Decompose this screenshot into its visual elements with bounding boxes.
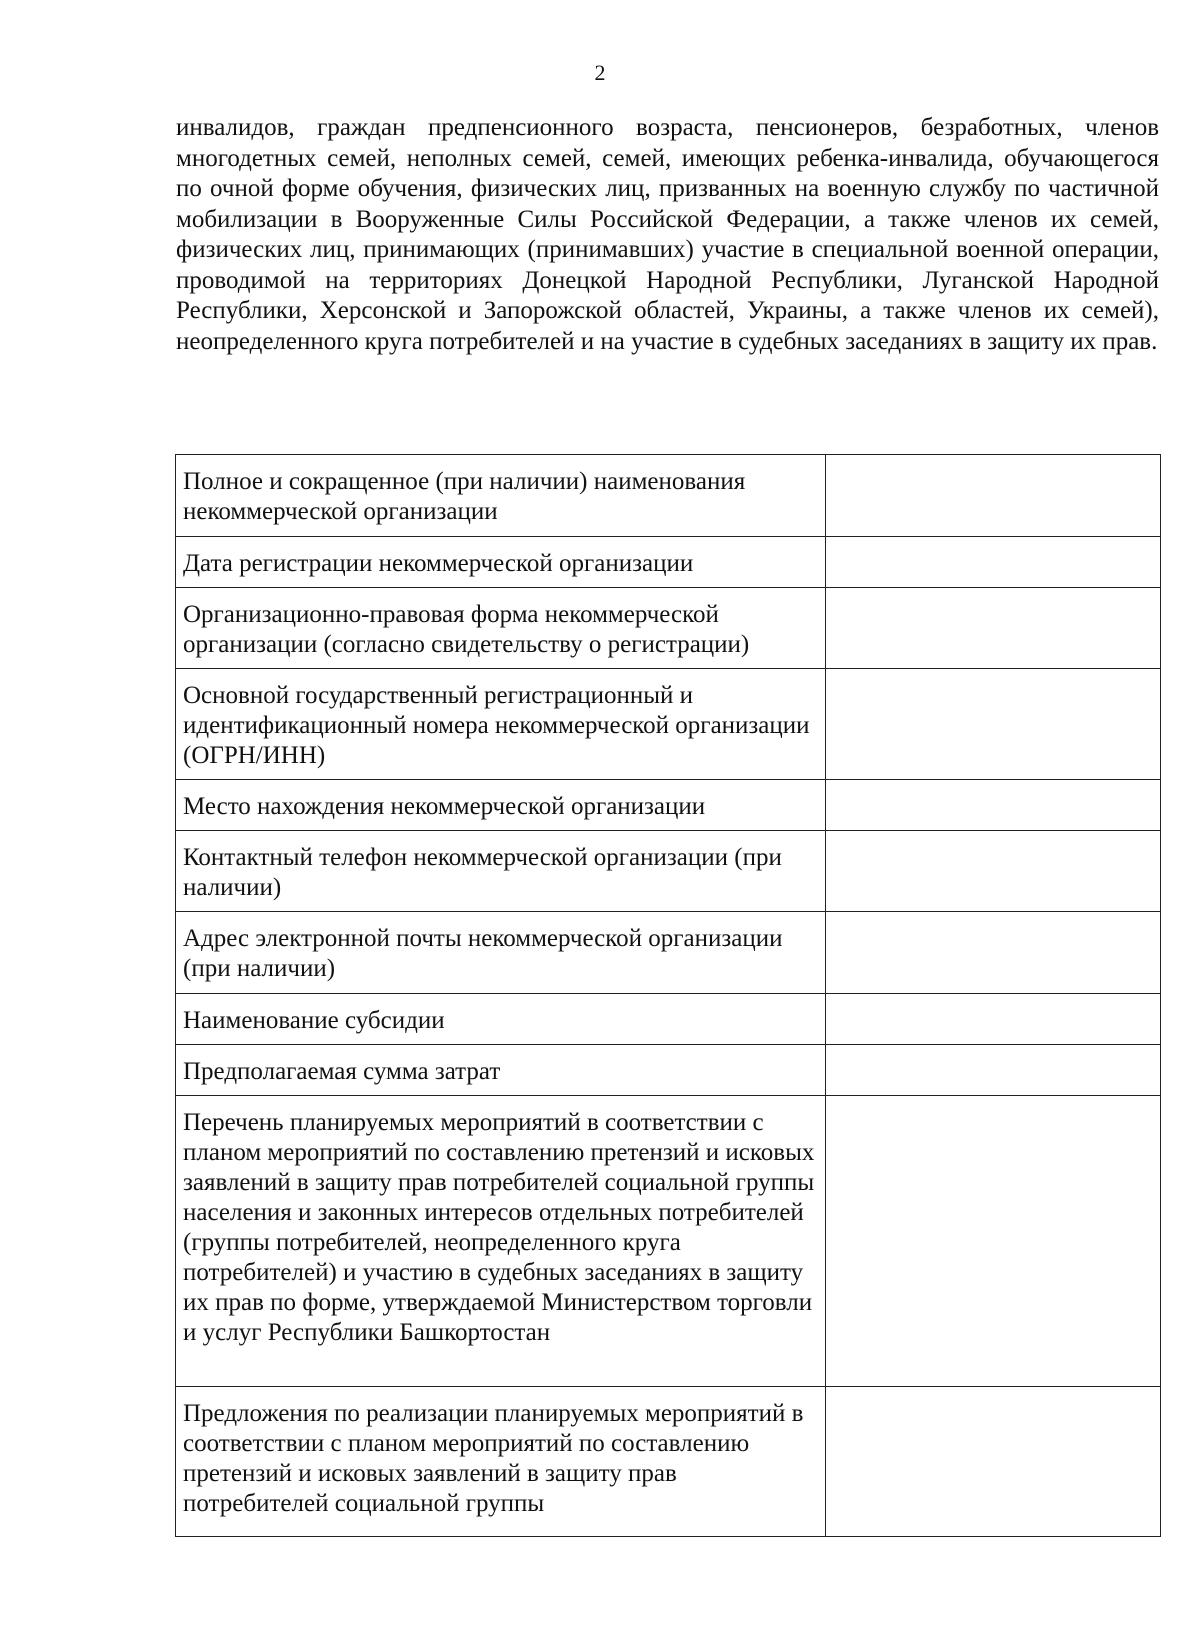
table-row (176, 1045, 1161, 1096)
row-value-email[interactable] (826, 912, 1161, 994)
row-value-planned-events[interactable] (826, 1096, 1161, 1387)
row-value-proposals[interactable] (826, 1387, 1161, 1537)
page-number: 2 (594, 60, 606, 85)
table-row (176, 669, 1161, 780)
table-row (176, 455, 1161, 537)
row-value-expected-costs[interactable] (826, 1045, 1161, 1096)
table-row (176, 831, 1161, 912)
row-value-full-name[interactable] (826, 455, 1161, 537)
row-value-legal-form[interactable] (826, 588, 1161, 669)
table-row (176, 1387, 1161, 1537)
row-value-location[interactable] (826, 780, 1161, 831)
table-row (176, 588, 1161, 669)
row-label-ogrn-inn: Основной государственный регистрационный и идентификационный номера некоммерческой организации (ОГРН/ИНН) (176, 669, 826, 780)
table-row (176, 780, 1161, 831)
row-value-phone[interactable] (826, 831, 1161, 912)
row-label-subsidy-name: Наименование субсидии (176, 994, 826, 1045)
table-row (176, 994, 1161, 1045)
row-value-ogrn-inn[interactable] (826, 669, 1161, 780)
row-value-subsidy-name[interactable] (826, 994, 1161, 1045)
row-label-email: Адрес электронной почты некоммерческой организации (при наличии) (176, 912, 826, 994)
row-label-location: Место нахождения некоммерческой организации (176, 780, 826, 831)
intro-paragraph: инвалидов, граждан предпенсионного возраста, пенсионеров, безработных, членов многодетных семей, неполных семей, семей, имеющих ребенка-инвалида, обучающегося по очной форме обучения, физических лиц, призванных на военную службу по частичной мобилизации в Вооруженные Силы Российской Федерации, а также членов их семей, физических лиц, принимающих (принимавших) участие в специальной военной операции, проводимой на территориях Донецкой Народной Республики, Луганской Народной Республики, Херсонской и Запорожской областей, Украины, а также членов их семей), неопределенного круга потребителей и на участие в судебных заседаниях в защиту их прав. (176, 114, 1159, 355)
row-label-planned-events: Перечень планируемых мероприятий в соответствии с планом мероприятий по составлению претензий и исковых заявлений в защиту прав потребителей социальной группы населения и законных интересов отдельных потребителей (группы потребителей, неопределенного круга потребителей) и участию в судебных заседаниях в защиту их прав по форме, утверждаемой Министерством торговли и услуг Республики Башкортостан (176, 1096, 826, 1387)
row-value-registration-date[interactable] (826, 537, 1161, 588)
table-row (176, 1096, 1161, 1387)
application-form-table (175, 454, 1161, 1537)
row-label-phone: Контактный телефон некоммерческой организации (при наличии) (176, 831, 826, 912)
row-label-registration-date: Дата регистрации некоммерческой организации (176, 537, 826, 588)
row-label-legal-form: Организационно-правовая форма некоммерческой организации (согласно свидетельству о регистрации) (176, 588, 826, 669)
row-label-expected-costs: Предполагаемая сумма затрат (176, 1045, 826, 1096)
table-row (176, 912, 1161, 994)
table-row (176, 537, 1161, 588)
row-label-proposals: Предложения по реализации планируемых мероприятий в соответствии с планом мероприятий по составлению претензий и исковых заявлений в защиту прав потребителей социальной группы (176, 1387, 826, 1537)
row-label-full-name: Полное и сокращенное (при наличии) наименования некоммерческой организации (176, 455, 826, 537)
